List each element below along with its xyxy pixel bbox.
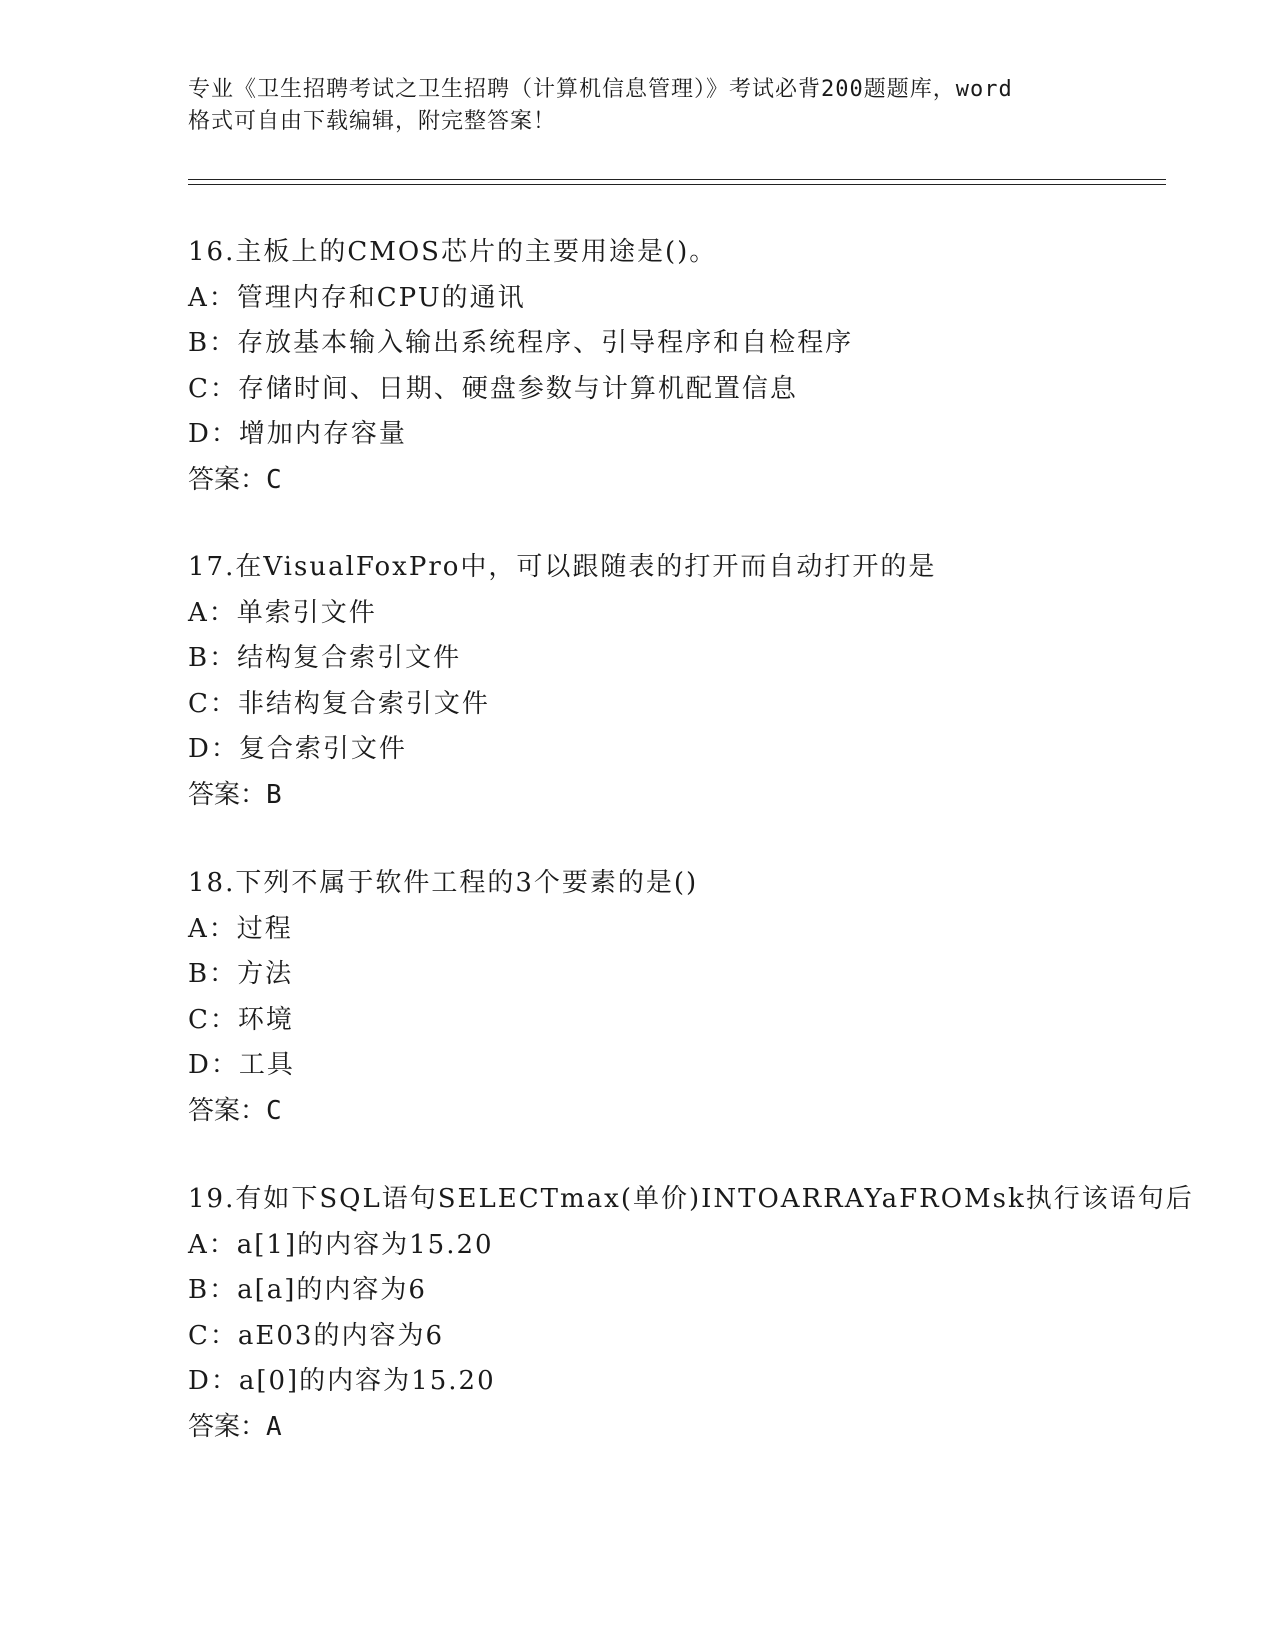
- question-18: [188, 861, 1168, 1135]
- answer: 答案：C: [188, 464, 282, 495]
- option-b: B：a[a]的内容为6: [188, 1275, 427, 1306]
- option-d: D：复合索引文件: [188, 734, 407, 765]
- option-c: C：环境: [188, 1004, 294, 1035]
- option-a: A：a[1]的内容为15.20: [188, 1229, 494, 1260]
- option-b: B：结构复合索引文件: [188, 643, 462, 674]
- question-19: [188, 1177, 1194, 1451]
- document-header: [188, 74, 1088, 138]
- question-17: [188, 545, 1168, 819]
- header-line-2: 格式可自由下载编辑，附完整答案！: [188, 109, 557, 134]
- question-stem: 16.主板上的CMOS芯片的主要用途是()。: [188, 237, 718, 267]
- option-b: B：存放基本输入输出系统程序、引导程序和自检程序: [188, 328, 854, 359]
- option-d: D：a[0]的内容为15.20: [188, 1366, 496, 1397]
- option-a: A：过程: [188, 913, 293, 944]
- answer: 答案：B: [188, 779, 282, 810]
- option-a: A：单索引文件: [188, 597, 377, 628]
- header-line-1: 专业《卫生招聘考试之卫生招聘（计算机信息管理）》考试必背200题题库，word: [188, 77, 1013, 102]
- question-stem: 19.有如下SQL语句SELECTmax(单价)INTOARRAYaFROMsk执行该语句后: [188, 1184, 1194, 1214]
- question-stem: 17.在VisualFoxPro中，可以跟随表的打开而自动打开的是: [188, 552, 937, 582]
- option-d: D：增加内存容量: [188, 419, 407, 450]
- option-a: A：管理内存和CPU的通讯: [188, 282, 526, 313]
- answer: 答案：A: [188, 1411, 282, 1442]
- question-stem: 18.下列不属于软件工程的3个要素的是(): [188, 868, 699, 898]
- option-c: C：非结构复合索引文件: [188, 688, 490, 719]
- header-divider-bottom: [188, 184, 1166, 185]
- option-c: C：aE03的内容为6: [188, 1320, 445, 1351]
- option-b: B：方法: [188, 959, 294, 990]
- header-divider-top: [188, 179, 1166, 180]
- option-d: D：工具: [188, 1050, 295, 1081]
- answer: 答案：C: [188, 1095, 282, 1126]
- option-c: C：存储时间、日期、硬盘参数与计算机配置信息: [188, 373, 798, 404]
- question-16: [188, 230, 1168, 504]
